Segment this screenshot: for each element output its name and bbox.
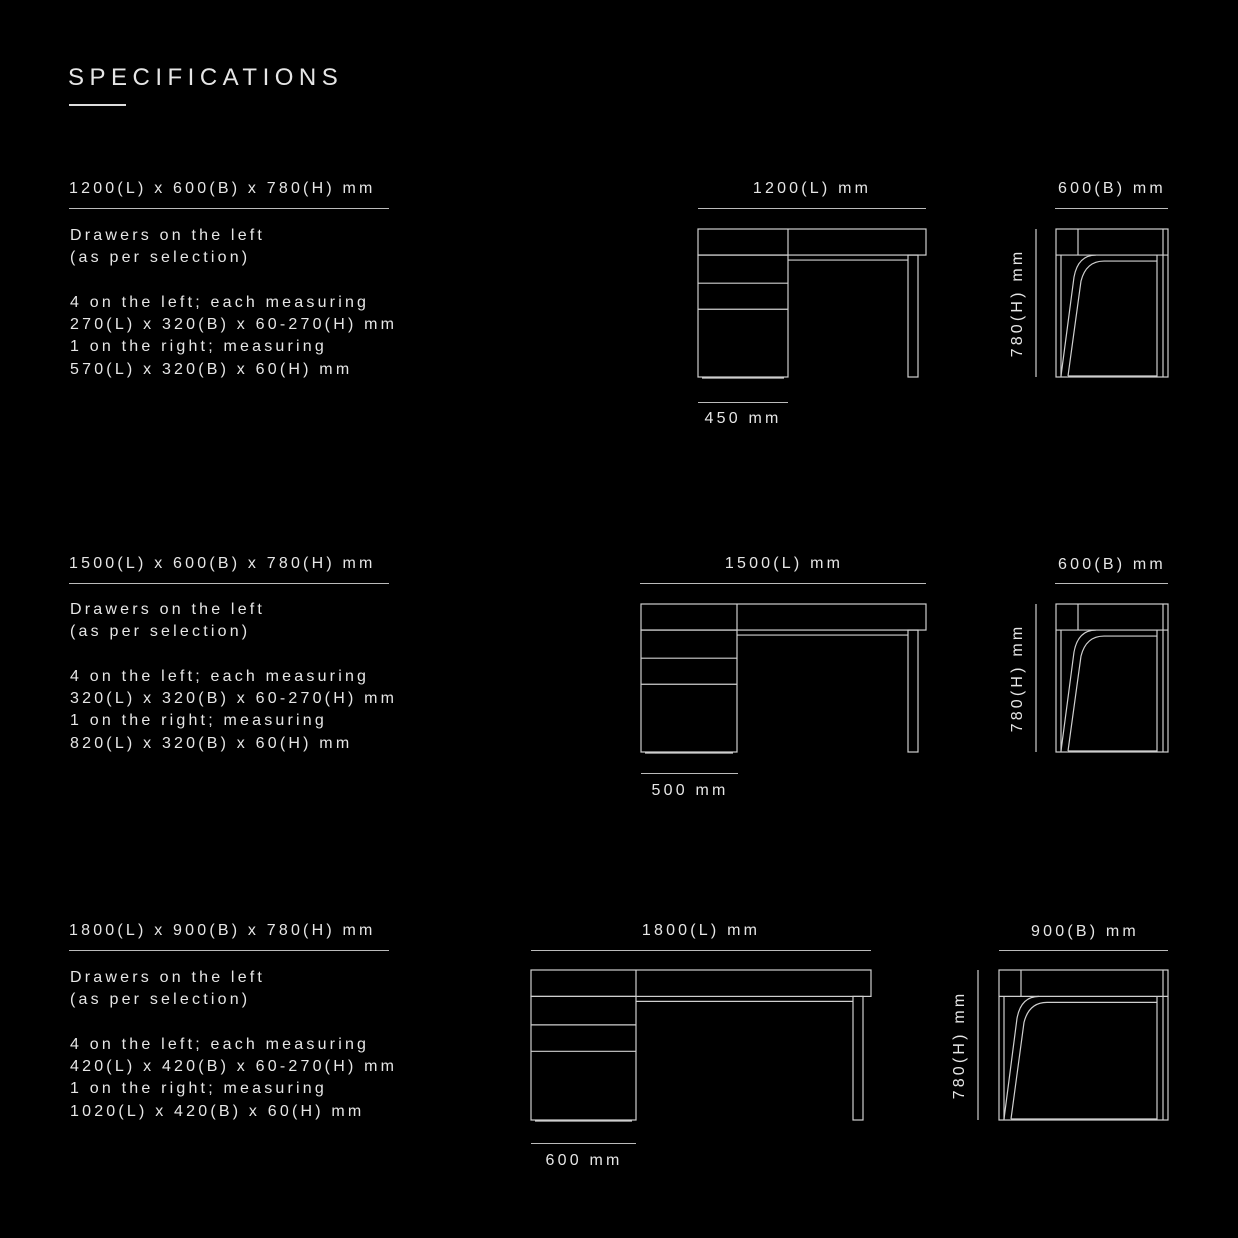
spec-description: Drawers on the left (as per selection) 4 on the left; each measuring 320(L) x 320(B) x 60-270(H) mm 1 on the right; measuring 820(L) x 320(B) x 60(H) mm xyxy=(70,601,398,752)
pedestal-label: 600 mm xyxy=(545,1152,623,1169)
title-underline xyxy=(69,104,126,106)
spec-description: Drawers on the left (as per selection) 4 on the left; each measuring 270(L) x 320(B) x 60-270(H) mm 1 on the right; measuring 570(L) x 320(B) x 60(H) mm xyxy=(70,227,398,378)
page-title: SPECIFICATIONS xyxy=(68,64,344,91)
desk-leg xyxy=(908,255,918,377)
spec-description: Drawers on the left (as per selection) 4 on the left; each measuring 420(L) x 420(B) x 60-270(H) mm 1 on the right; measuring 1020(L) x 420(B) x 60(H) mm xyxy=(70,969,398,1120)
length-label: 1800(L) mm xyxy=(641,922,761,939)
side-outline xyxy=(999,970,1168,1120)
spec-dimensions: 1500(L) x 600(B) x 780(H) mm xyxy=(69,555,376,572)
spec-dimensions: 1800(L) x 900(B) x 780(H) mm xyxy=(69,922,376,939)
side-outline xyxy=(1056,604,1168,752)
depth-dimension-line xyxy=(1055,208,1168,209)
drawer-pedestal xyxy=(698,255,788,377)
desk-top xyxy=(698,229,926,255)
height-label: 780(H) mm xyxy=(951,990,968,1100)
drawer-pedestal xyxy=(641,630,737,752)
spec-dimensions: 1200(L) x 600(B) x 780(H) mm xyxy=(69,180,376,197)
spec-rule xyxy=(69,950,389,951)
pedestal-dimension-line xyxy=(641,773,738,774)
length-label: 1500(L) mm xyxy=(724,555,844,572)
side-panel-curve xyxy=(1061,630,1096,751)
desk-leg xyxy=(853,996,863,1120)
pedestal-dimension-line xyxy=(531,1143,636,1144)
side-outline xyxy=(1056,229,1168,377)
desk-top xyxy=(641,604,926,630)
side-panel-curve xyxy=(1068,261,1157,376)
length-dimension-line xyxy=(531,950,871,951)
side-panel-curve xyxy=(1068,636,1157,751)
depth-dimension-line xyxy=(1055,583,1168,584)
length-dimension-line xyxy=(640,583,926,584)
height-label: 780(H) mm xyxy=(1009,623,1026,733)
pedestal-dimension-line xyxy=(698,402,788,403)
spec-rule xyxy=(69,583,389,584)
side-panel-curve xyxy=(1061,255,1096,376)
length-dimension-line xyxy=(698,208,926,209)
spec-rule xyxy=(69,208,389,209)
height-label: 780(H) mm xyxy=(1009,248,1026,358)
side-panel-curve xyxy=(1011,1002,1157,1119)
depth-label: 600(B) mm xyxy=(1058,180,1166,197)
side-panel-curve xyxy=(1004,996,1039,1119)
desk-top xyxy=(531,970,871,996)
depth-label: 600(B) mm xyxy=(1058,556,1166,573)
pedestal-label: 450 mm xyxy=(704,410,782,427)
length-label: 1200(L) mm xyxy=(752,180,872,197)
pedestal-label: 500 mm xyxy=(651,782,729,799)
depth-label: 900(B) mm xyxy=(1031,923,1139,940)
depth-dimension-line xyxy=(999,950,1168,951)
desk-leg xyxy=(908,630,918,752)
drawer-pedestal xyxy=(531,996,636,1120)
